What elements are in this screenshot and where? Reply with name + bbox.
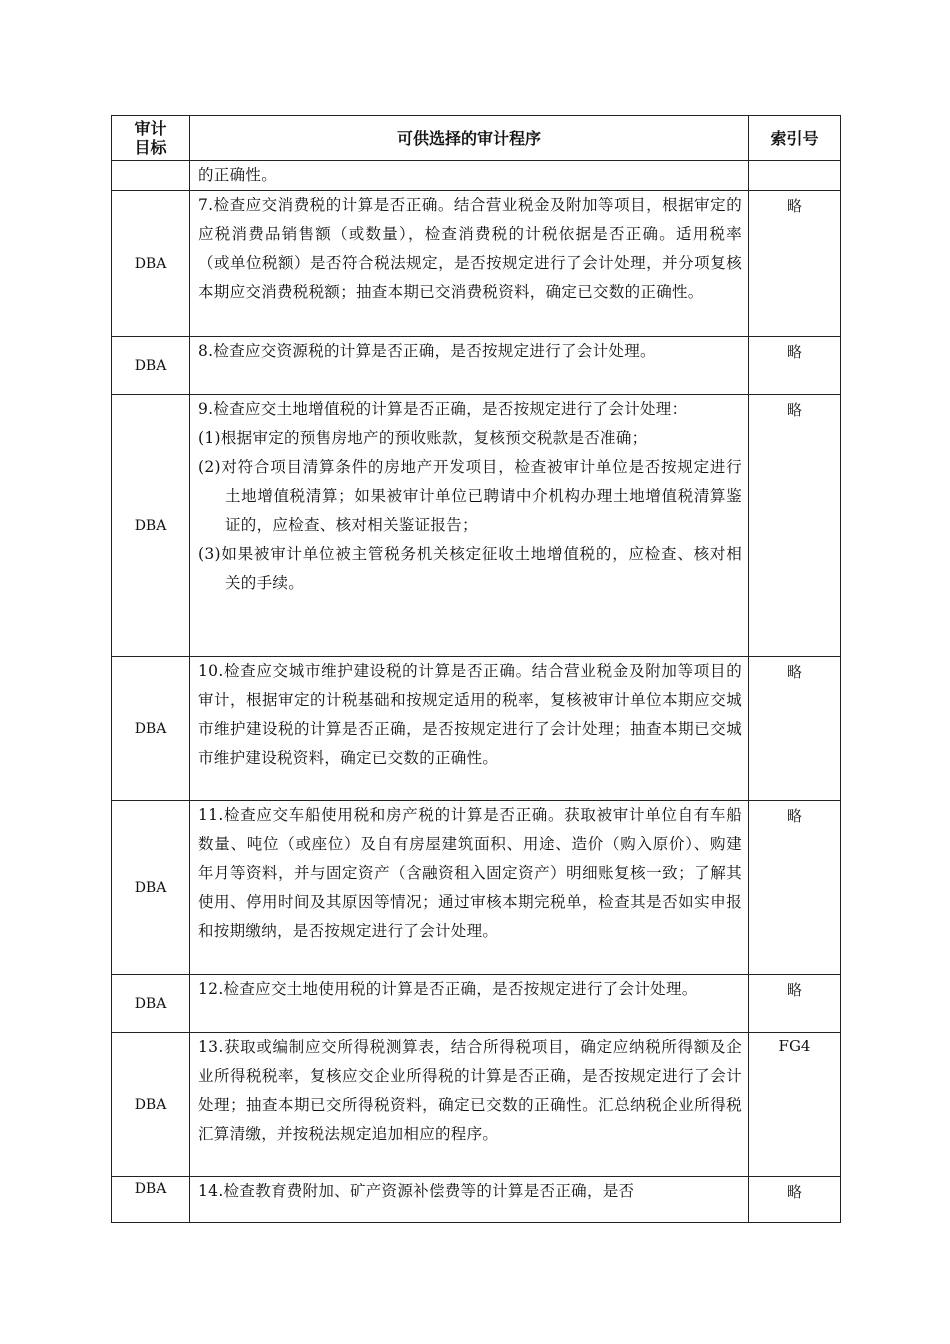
index-number-cell: 略 (749, 337, 841, 395)
table-row (112, 191, 841, 337)
procedure-paragraph: 12.检查应交土地使用税的计算是否正确，是否按规定进行了会计处理。 (198, 980, 698, 998)
index-number-cell: 略 (749, 975, 841, 1033)
index-number-cell: 略 (749, 1177, 841, 1223)
audit-procedure-cell (190, 801, 749, 975)
table-row (112, 1177, 841, 1223)
table-row (112, 657, 841, 801)
audit-target-cell: DBA (112, 1033, 190, 1177)
index-number-cell: FG4 (749, 1033, 841, 1177)
procedure-paragraph: 8.检查应交资源税的计算是否正确，是否按规定进行了会计处理。 (198, 342, 656, 360)
header-audit-target: 审计目标 (112, 116, 190, 161)
audit-target-cell: DBA (112, 1177, 190, 1223)
procedure-paragraph: 9.检查应交土地增值税的计算是否正确，是否按规定进行了会计处理： (198, 400, 688, 418)
table-row (112, 975, 841, 1033)
procedure-paragraph: (2)对符合项目清算条件的房地产开发项目，检查被审计单位是否按规定进行土地增值税清算；如果被审计单位已聘请中介机构办理土地增值税清算鉴证的，应检查、核对相关鉴证报告； (198, 458, 742, 534)
table-row (112, 395, 841, 657)
audit-target-cell: DBA (112, 801, 190, 975)
audit-procedure-cell (190, 1033, 749, 1177)
audit-target-cell: DBA (112, 975, 190, 1033)
procedure-paragraph: 14.检查教育费附加、矿产资源补偿费等的计算是否正确，是否 (198, 1182, 635, 1200)
audit-target-cell: DBA (112, 191, 190, 337)
header-index-number: 索引号 (749, 116, 841, 161)
audit-target-cell (112, 161, 190, 191)
procedure-paragraph: 的正确性。 (198, 166, 278, 184)
procedure-paragraph: (3)如果被审计单位被主管税务机关核定征收土地增值税的，应检查、核对相关的手续。 (198, 545, 742, 592)
procedure-paragraph: 11.检查应交车船使用税和房产税的计算是否正确。获取被审计单位自有车船数量、吨位（或座位）及自有房屋建筑面积、用途、造价（购入原价）、购建年月等资料，并与固定资产（含融资租入固定资产）明细账复核一致；了解其使用、停用时间及其原因等情况；通过审核本期完税单，检查其是否如实申报和按期缴纳，是否按规定进行了会计处理。 (198, 806, 742, 940)
table-row (112, 337, 841, 395)
procedure-paragraph: 7.检查应交消费税的计算是否正确。结合营业税金及附加等项目，根据审定的应税消费品销售额（或数量），检查消费税的计税依据是否正确。适用税率（或单位税额）是否符合税法规定，是否按规定进行了会计处理，并分项复核本期应交消费税税额；抽查本期已交消费税资料，确定已交数的正确性。 (198, 196, 742, 301)
audit-procedure-cell (190, 191, 749, 337)
audit-procedure-cell (190, 161, 749, 191)
audit-procedure-cell (190, 657, 749, 801)
audit-target-cell: DBA (112, 337, 190, 395)
table-row (112, 801, 841, 975)
table-row (112, 161, 841, 191)
table-header-row (112, 116, 841, 161)
audit-procedure-table (111, 115, 841, 1223)
audit-procedure-cell (190, 975, 749, 1033)
procedure-paragraph: 10.检查应交城市维护建设税的计算是否正确。结合营业税金及附加等项目的审计，根据审定的计税基础和按规定适用的税率，复核被审计单位本期应交城市维护建设税的计算是否正确，是否按规定进行了会计处理；抽查本期已交城市维护建设税资料，确定已交数的正确性。 (198, 662, 742, 767)
audit-procedure-cell (190, 1177, 749, 1223)
index-number-cell (749, 161, 841, 191)
table-row (112, 1033, 841, 1177)
procedure-paragraph: 13.获取或编制应交所得税测算表，结合所得税项目，确定应纳税所得额及企业所得税税率，复核应交企业所得税的计算是否正确，是否按规定进行了会计处理；抽查本期已交所得税资料，确定已交数的正确性。汇总纳税企业所得税汇算清缴，并按税法规定追加相应的程序。 (198, 1038, 742, 1143)
index-number-cell: 略 (749, 657, 841, 801)
audit-procedure-cell (190, 395, 749, 657)
audit-procedure-cell (190, 337, 749, 395)
procedure-paragraph: (1)根据审定的预售房地产的预收账款，复核预交税款是否准确； (198, 429, 648, 447)
header-audit-procedure: 可供选择的审计程序 (190, 116, 749, 161)
audit-target-cell: DBA (112, 657, 190, 801)
table-body (112, 161, 841, 1223)
index-number-cell: 略 (749, 801, 841, 975)
audit-target-cell: DBA (112, 395, 190, 657)
index-number-cell: 略 (749, 395, 841, 657)
index-number-cell: 略 (749, 191, 841, 337)
